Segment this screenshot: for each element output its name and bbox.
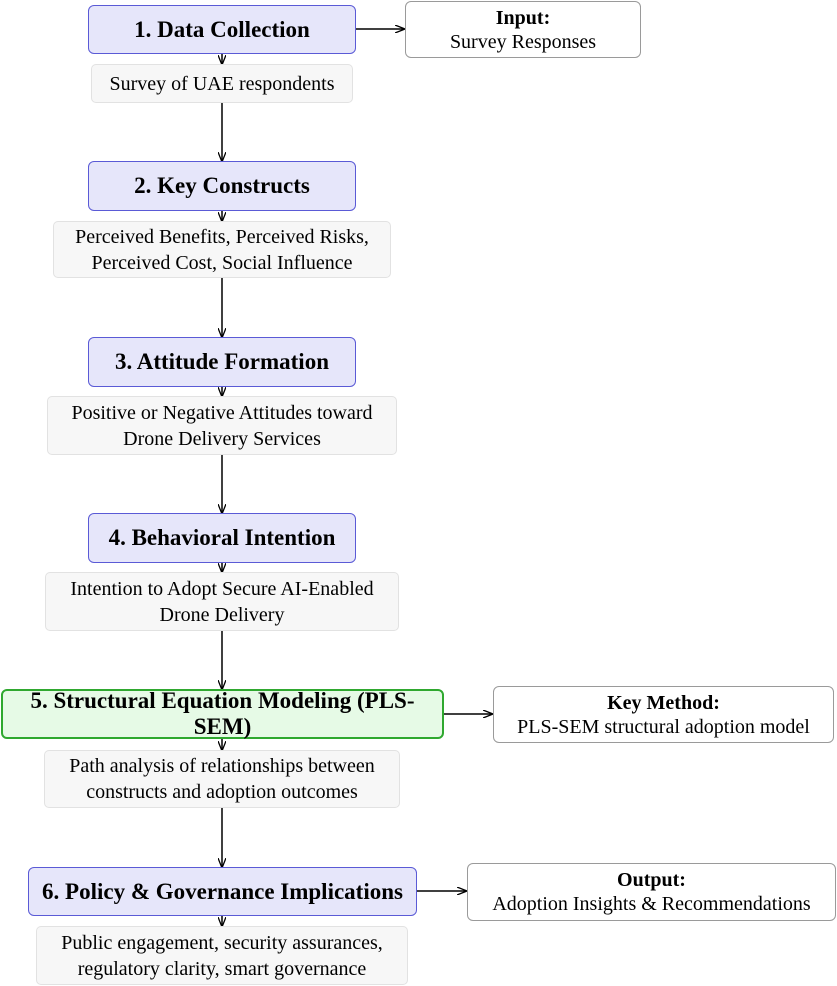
step-3-box	[88, 337, 356, 387]
output-heading: Output:	[617, 869, 686, 891]
step-2-label: 2. Key Constructs	[134, 173, 310, 198]
step-5-description	[44, 750, 400, 808]
step-1-description	[91, 64, 353, 103]
step-4-description-line-2: Drone Delivery	[159, 603, 285, 626]
step-2-description	[53, 221, 391, 278]
step-4-description-line-1: Intention to Adopt Secure AI-Enabled	[70, 577, 374, 600]
input-heading: Input:	[495, 6, 551, 29]
step-6-label: 6. Policy & Governance Implications	[42, 878, 403, 904]
step-1-box	[88, 5, 356, 54]
step-3-description	[47, 396, 397, 455]
step-6-description	[36, 926, 408, 985]
step-5-description-line-2: constructs and adoption outcomes	[86, 781, 358, 803]
step-5-description-line-1: Path analysis of relationships between	[69, 755, 375, 777]
step-2-description-line-2: Perceived Cost, Social Influence	[91, 251, 353, 274]
step-3-description-line-2: Drone Delivery Services	[123, 427, 321, 450]
input-text: Survey Responses	[449, 30, 597, 53]
step-1-description-line-1: Survey of UAE respondents	[109, 72, 335, 95]
step-3-label: 3. Attitude Formation	[114, 349, 329, 374]
step-6-description-line-2: regulatory clarity, smart governance	[77, 957, 367, 980]
step-5-box	[1, 689, 444, 739]
key-method-text: PLS-SEM structural adoption model	[517, 715, 810, 738]
step-4-label: 4. Behavioral Intention	[108, 525, 336, 550]
step-4-box	[88, 513, 356, 563]
input-box	[405, 1, 641, 58]
step-2-description-line-1: Perceived Benefits, Perceived Risks,	[75, 225, 369, 248]
step-5-label: 5. Structural Equation Modeling (PLS-SEM)	[30, 688, 415, 739]
step-6-box	[28, 867, 417, 916]
output-box	[467, 863, 836, 921]
key-method-heading: Key Method:	[607, 691, 720, 714]
step-2-box	[88, 161, 356, 211]
step-1-label: 1. Data Collection	[134, 16, 310, 42]
step-6-description-line-1: Public engagement, security assurances,	[61, 931, 383, 954]
key-method-box	[493, 686, 834, 743]
step-3-description-line-1: Positive or Negative Attitudes toward	[71, 401, 373, 424]
output-text: Adoption Insights & Recommendations	[492, 893, 811, 915]
step-4-description	[45, 572, 399, 631]
